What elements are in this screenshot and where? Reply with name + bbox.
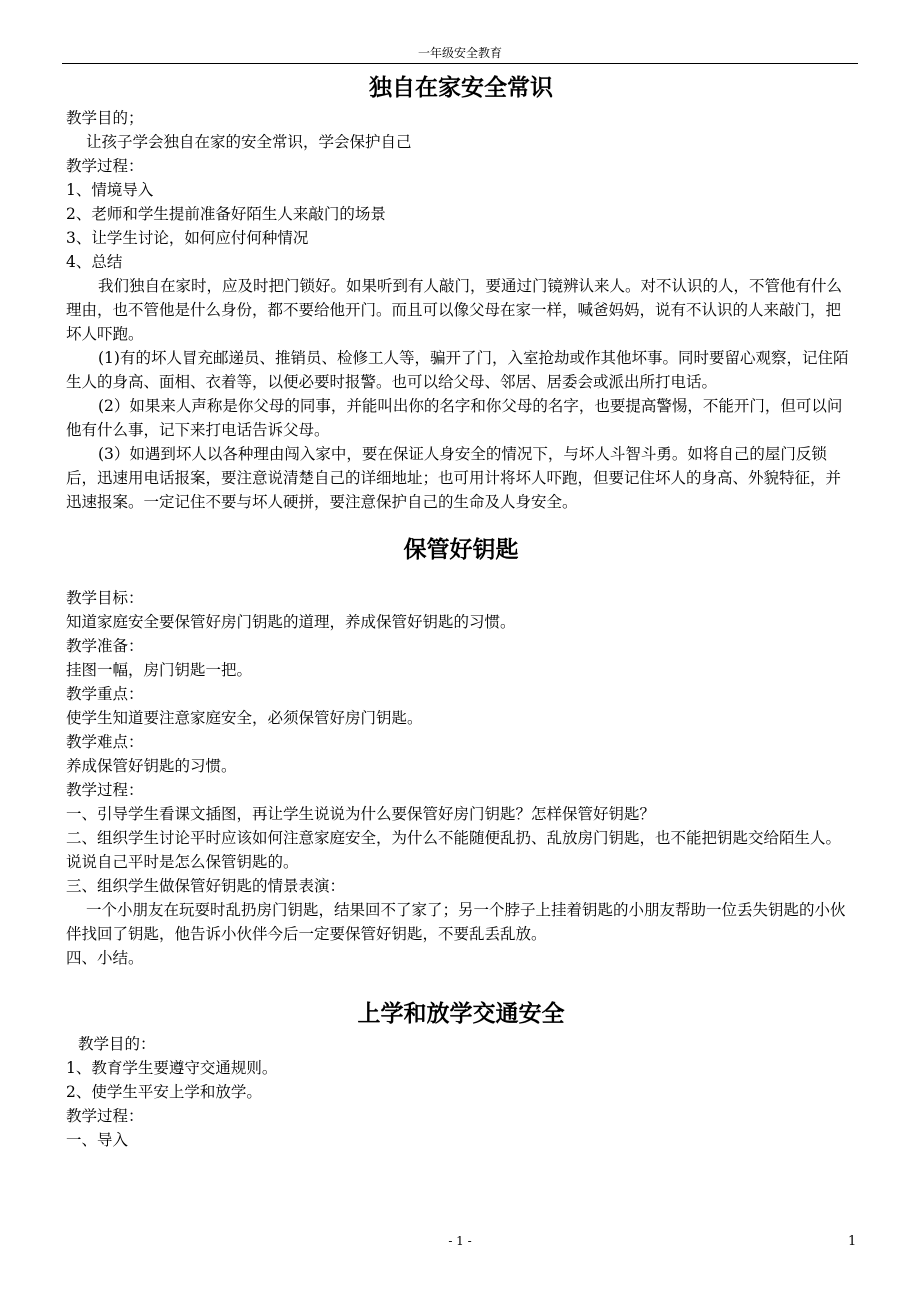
prep-label: 教学准备：	[66, 637, 144, 655]
step-item: 2、老师和学生提前准备好陌生人来敲门的场景	[66, 205, 386, 223]
step-item: 3、让学生讨论，如何应付何种情况	[66, 229, 309, 247]
safety-point: (2）如果来人声称是你父母的同事，并能叫出你的名字和你父母的名字，也要提高警惕，不能开门，但可以问他有什么事，记下来打电话告诉父母。	[66, 397, 843, 439]
summary-paragraph: 我们独自在家时，应及时把门锁好。如果听到有人敲门，要通过门镜辨认来人。对不认识的人，不管他有什么理由，也不管他是什么身份，都不要给他开门。而且可以像父母在家一样，喊爸妈妈，说有不认识的人来敲门，把坏人吓跑。	[66, 277, 843, 343]
page-label: - 1 -	[448, 1234, 472, 1248]
running-header: 一年级安全教育	[417, 46, 502, 60]
step-item: 四、小结。	[66, 949, 144, 967]
step-item: 三、组织学生做保管好钥匙的情景表演：	[66, 877, 346, 895]
process-label: 教学过程：	[66, 157, 144, 175]
goal-label: 教学目标：	[66, 589, 144, 607]
header-divider	[62, 63, 858, 64]
safety-point: (1)有的坏人冒充邮递员、推销员、检修工人等，骗开了门，入室抢劫或作其他坏事。同时要留心观察，记住陌生人的身高、面相、衣着等，以便必要时报警。也可以给父母、邻居、居委会或派出所打电话。	[66, 349, 849, 391]
difficulty-text: 养成保管好钥匙的习惯。	[66, 757, 237, 775]
goal-label: 教学目的：	[78, 1035, 156, 1053]
step-item: 4、总结	[66, 253, 123, 271]
section-title: 保管好钥匙	[403, 537, 519, 563]
step-item: 1、情境导入	[66, 181, 154, 199]
difficulty-label: 教学难点：	[66, 733, 144, 751]
section-title: 独自在家安全常识	[369, 75, 553, 101]
goal-text: 知道家庭安全要保管好房门钥匙的道理，养成保管好钥匙的习惯。	[66, 613, 516, 631]
goal-label: 教学目的；	[66, 109, 144, 127]
goal-text: 让孩子学会独自在家的安全常识，学会保护自己	[86, 133, 412, 151]
process-label: 教学过程：	[66, 1107, 144, 1125]
scene-paragraph: 一个小朋友在玩耍时乱扔房门钥匙，结果回不了家了；另一个脖子上挂着钥匙的小朋友帮助一位丢失钥匙的小伙伴找回了钥匙，他告诉小伙伴今后一定要保管好钥匙，不要乱丢乱放。	[66, 901, 846, 943]
safety-point: (3）如遇到坏人以各种理由闯入家中，要在保证人身安全的情况下，与坏人斗智斗勇。如将自己的屋门反锁后，迅速用电话报案，要注意说清楚自己的详细地址；也可用计将坏人吓跑，但要记住坏人的身高、外貌特征，并迅速报案。一定记住不要与坏人硬拼，要注意保护自己的生命及人身安全。	[66, 445, 842, 511]
goal-item: 2、使学生平安上学和放学。	[66, 1083, 262, 1101]
key-text: 使学生知道要注意家庭安全，必须保管好房门钥匙。	[66, 709, 423, 727]
process-label: 教学过程：	[66, 781, 144, 799]
document-body	[66, 70, 856, 1152]
step-item: 一、引导学生看课文插图，再让学生说说为什么要保管好房门钥匙？怎样保管好钥匙？	[66, 805, 656, 823]
step-item: 一、导入	[66, 1131, 129, 1149]
goal-item: 1、教育学生要遵守交通规则。	[66, 1059, 278, 1077]
step-item: 说说自己平时是怎么保管钥匙的。	[66, 853, 299, 871]
step-item: 二、组织学生讨论平时应该如何注意家庭安全，为什么不能随便乱扔、乱放房门钥匙，也不能把钥匙交给陌生人。	[66, 829, 842, 847]
section-title: 上学和放学交通安全	[357, 1001, 565, 1027]
key-label: 教学重点：	[66, 685, 144, 703]
prep-text: 挂图一幅，房门钥匙一把。	[66, 661, 253, 679]
page-number: 1	[848, 1234, 857, 1249]
